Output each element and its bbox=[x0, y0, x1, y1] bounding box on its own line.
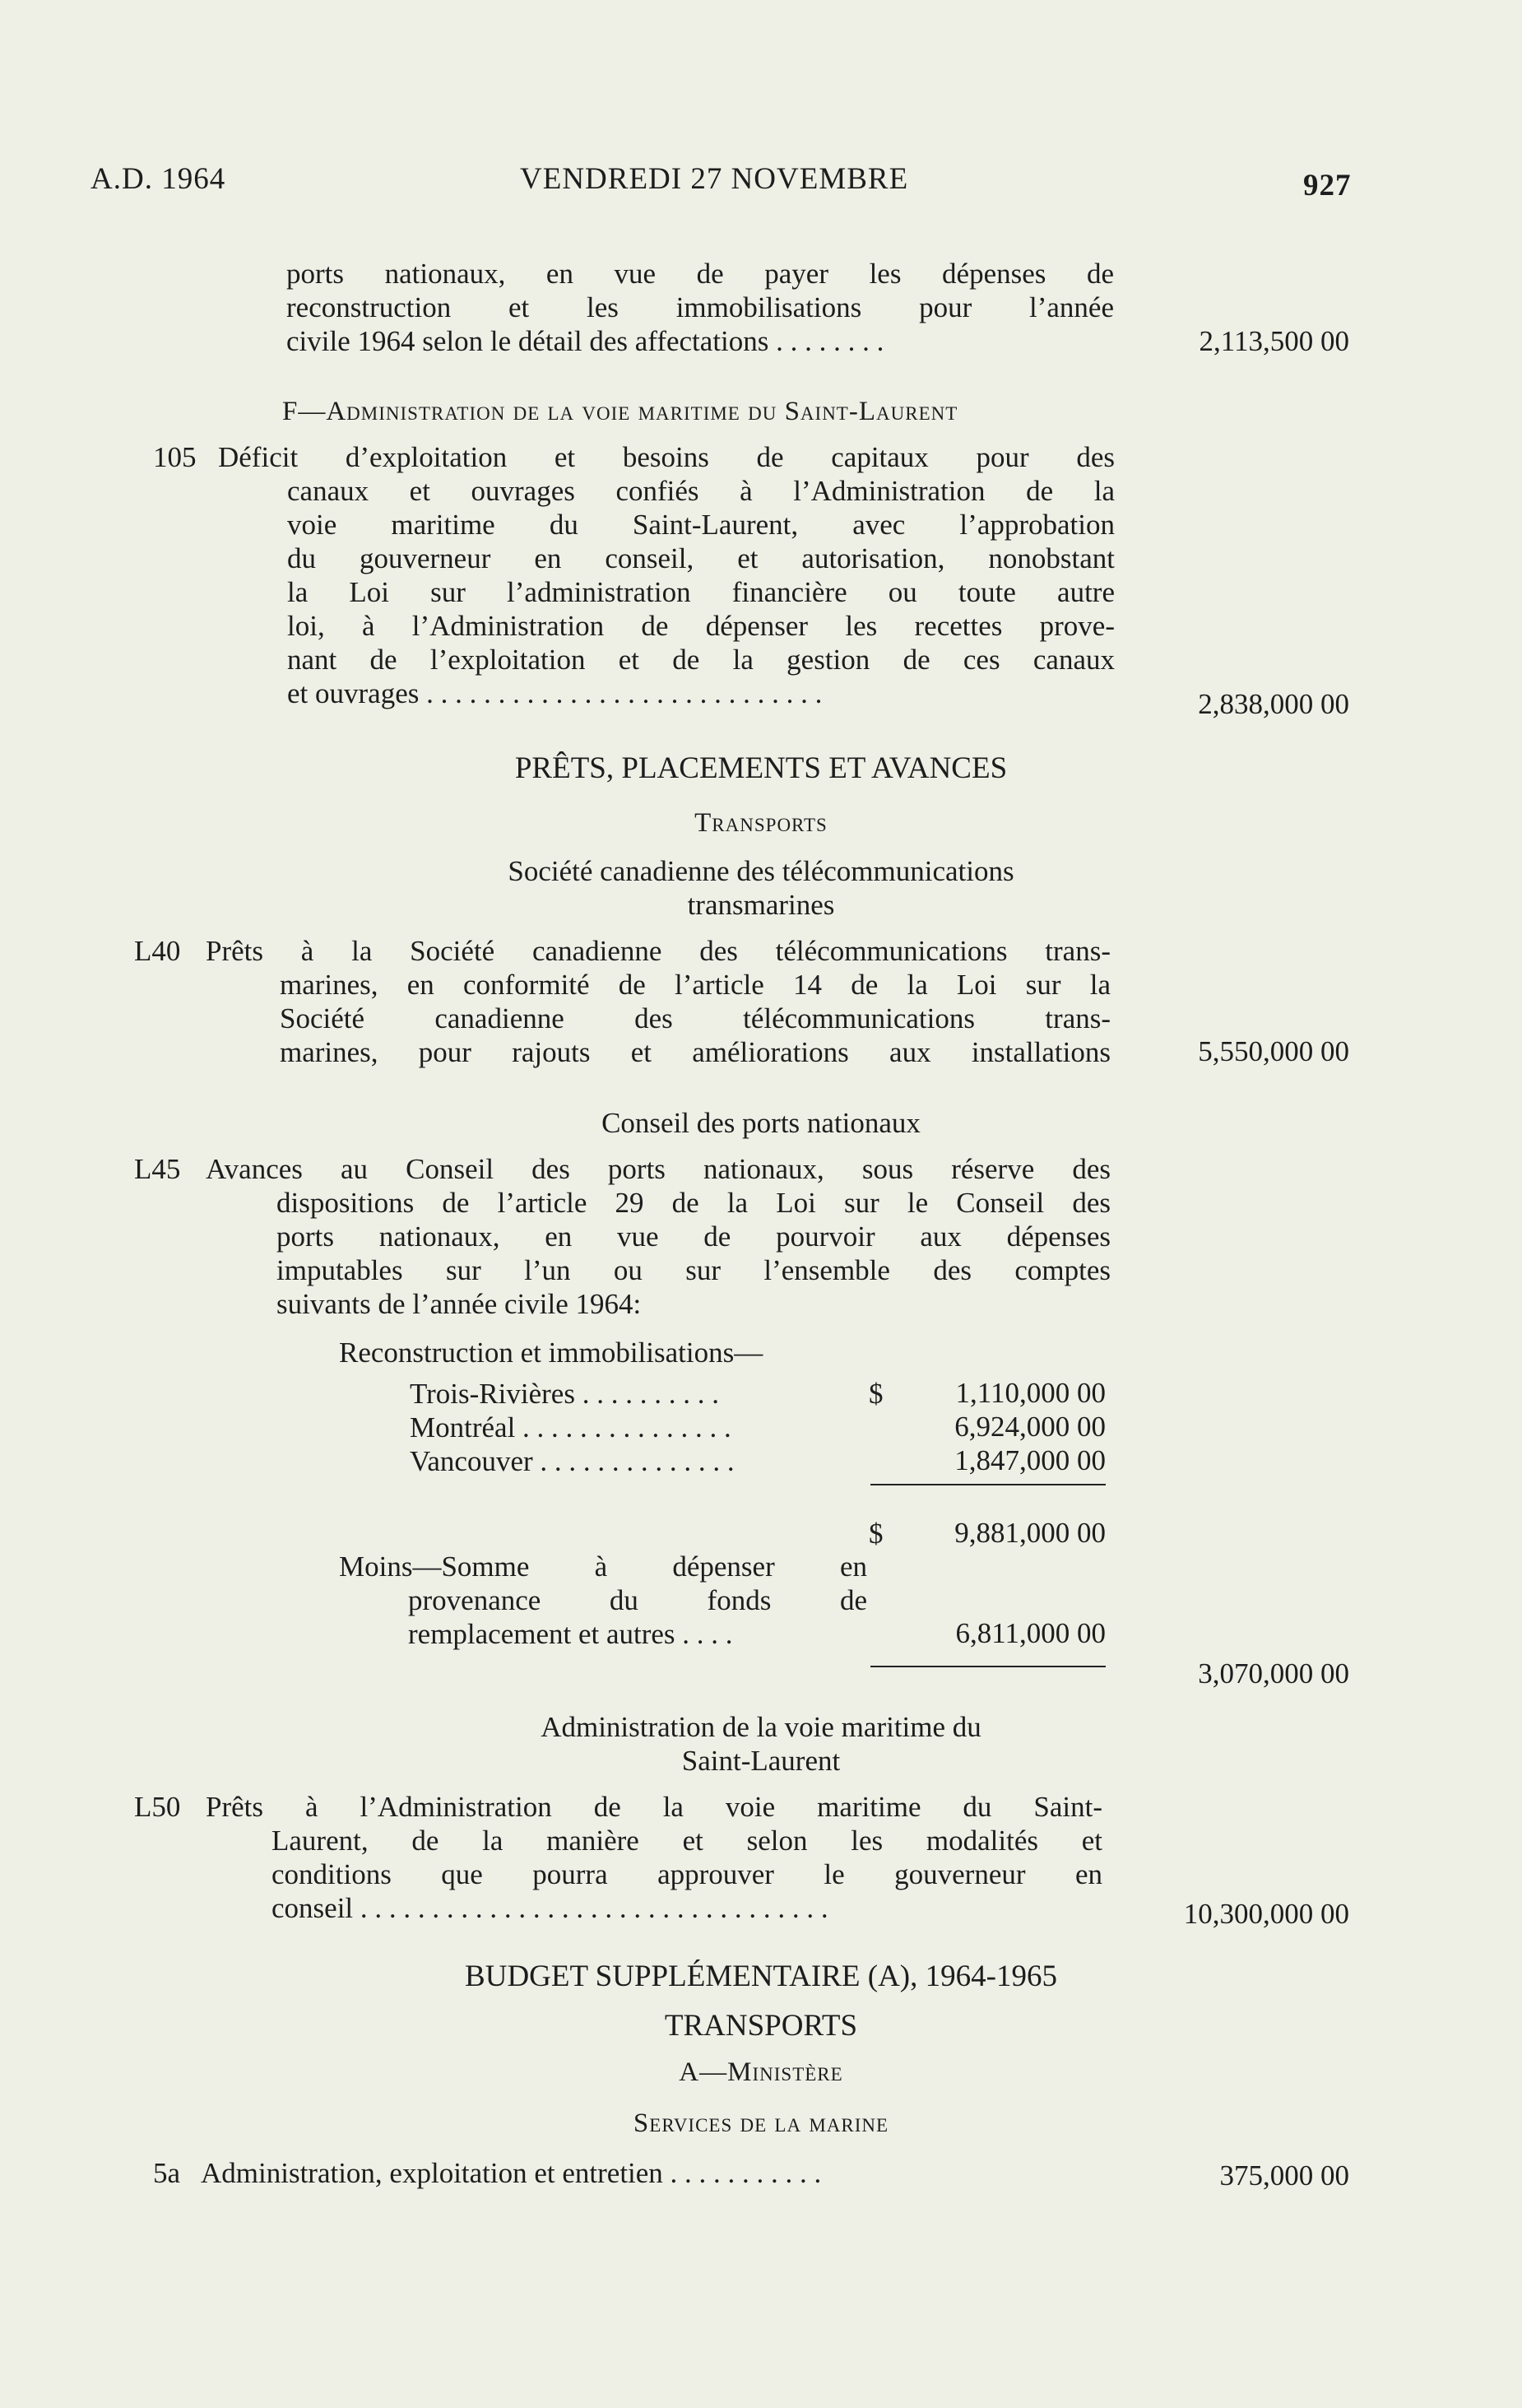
paragraph-item-l50 bbox=[206, 1790, 1102, 1925]
text-line: Saint-Laurent bbox=[681, 1745, 841, 1777]
text-line: ports nationaux, en vue de payer les dépenses de bbox=[286, 258, 1114, 290]
paragraph-item-l40 bbox=[206, 934, 1111, 1069]
text-line: Déficit d’exploitation et besoins de capitaux pour des bbox=[218, 441, 1115, 473]
moins-value: 6,811,000 00 bbox=[955, 1617, 1106, 1649]
subtotal-currency: $ bbox=[869, 1518, 884, 1550]
heading-budget-supplementaire: BUDGET SUPPLÉMENTAIRE (A), 1964-1965 bbox=[465, 1959, 1057, 1993]
item-number-5a: 5a bbox=[153, 2157, 181, 2189]
text-line: nant de l’exploitation et de la gestion de ces canaux bbox=[287, 644, 1115, 676]
page-number: 927 bbox=[1303, 169, 1352, 202]
paragraph-item-105 bbox=[218, 440, 1115, 710]
row-label: Montréal . . . . . . . . . . . . . . . bbox=[410, 1411, 731, 1443]
row-label: Vancouver . . . . . . . . . . . . . . bbox=[410, 1445, 735, 1477]
paragraph-ports-nationaux bbox=[286, 257, 1114, 358]
item-5a-text: Administration, exploitation et entretien . . . . . . . . . . . bbox=[201, 2157, 822, 2189]
text-line: Laurent, de la manière et selon les modalités et bbox=[271, 1825, 1102, 1857]
item-number-l45: L45 bbox=[134, 1153, 181, 1185]
amount-item-l50: 10,300,000 00 bbox=[1183, 1898, 1349, 1930]
text-line: Prêts à la Société canadienne des télécommunications trans- bbox=[206, 935, 1111, 967]
moins-paragraph bbox=[339, 1550, 867, 1651]
amount-item-l40: 5,550,000 00 bbox=[1198, 1035, 1349, 1067]
text-line: marines, pour rajouts et améliorations aux installations bbox=[280, 1036, 1111, 1068]
text-line: provenance du fonds de bbox=[408, 1584, 867, 1616]
text-line: remplacement et autres . . . . bbox=[408, 1618, 733, 1650]
text-line: reconstruction et les immobilisations pour l’année bbox=[286, 291, 1114, 323]
row-value: 1,110,000 00 bbox=[955, 1377, 1106, 1409]
subtotal-rule bbox=[870, 1484, 1106, 1485]
text-line: loi, à l’Administration de dépenser les recettes prove- bbox=[287, 610, 1115, 642]
reconstruction-label: Reconstruction et immobilisations— bbox=[339, 1336, 763, 1369]
text-line: ports nationaux, en vue de pourvoir aux dépenses bbox=[276, 1220, 1111, 1253]
heading-services-marine: Services de la marine bbox=[633, 2108, 889, 2138]
text-line: transmarines bbox=[687, 889, 835, 921]
text-line: suivants de l’année civile 1964: bbox=[276, 1288, 642, 1320]
text-line: et ouvrages . . . . . . . . . . . . . . . . . . . . . . . . . . . . bbox=[287, 677, 823, 709]
text-line: Société canadienne des télécommunications bbox=[508, 855, 1014, 887]
amount-item-105: 2,838,000 00 bbox=[1198, 688, 1349, 720]
text-line: conditions que pourra approuver le gouverneur en bbox=[271, 1858, 1102, 1890]
text-line: dispositions de l’article 29 de la Loi sur le Conseil des bbox=[276, 1187, 1111, 1219]
item-number-l40: L40 bbox=[134, 935, 181, 967]
header-date: VENDREDI 27 NOVEMBRE bbox=[520, 162, 909, 196]
heading-societe bbox=[0, 854, 1522, 922]
row-currency: $ bbox=[869, 1378, 884, 1410]
text-line: imputables sur l’un ou sur l’ensemble des comptes bbox=[276, 1254, 1111, 1286]
text-line: Moins—Somme à dépenser en bbox=[339, 1550, 867, 1583]
amount-item-5a: 375,000 00 bbox=[1219, 2159, 1349, 2192]
heading-ministere: A—Ministère bbox=[679, 2057, 843, 2087]
row-label: Trois-Rivières . . . . . . . . . . bbox=[410, 1378, 719, 1410]
text-line: Prêts à l’Administration de la voie maritime du Saint- bbox=[206, 1791, 1102, 1823]
text-line: la Loi sur l’administration financière ou toute autre bbox=[287, 576, 1115, 608]
heading-admin-voie-maritime bbox=[0, 1710, 1522, 1778]
text-line: Avances au Conseil des ports nationaux, sous réserve des bbox=[206, 1153, 1111, 1185]
heading-transports: TRANSPORTS bbox=[664, 2009, 858, 2043]
text-line: conseil . . . . . . . . . . . . . . . . . . . . . . . . . . . . . . . . . bbox=[271, 1892, 828, 1924]
header-year: A.D. 1964 bbox=[90, 162, 226, 196]
heading-conseil: Conseil des ports nationaux bbox=[601, 1107, 921, 1139]
text-line: voie maritime du Saint-Laurent, avec l’approbation bbox=[287, 509, 1115, 541]
text-line: Administration de la voie maritime du bbox=[541, 1711, 981, 1743]
item-number-l50: L50 bbox=[134, 1791, 181, 1823]
text-line: Société canadienne des télécommunications trans- bbox=[280, 1002, 1111, 1034]
moins-rule bbox=[870, 1666, 1106, 1667]
amount-item-l45: 3,070,000 00 bbox=[1198, 1657, 1349, 1690]
subheading-transports: Transports bbox=[694, 808, 828, 838]
row-value: 1,847,000 00 bbox=[954, 1444, 1106, 1476]
amount-block1: 2,113,500 00 bbox=[1199, 325, 1349, 357]
text-line: marines, en conformité de l’article 14 de la Loi sur la bbox=[280, 969, 1111, 1001]
text-line: du gouverneur en conseil, et autorisation, nonobstant bbox=[287, 542, 1115, 574]
section-heading-f: F—Administration de la voie maritime du Saint-Laurent bbox=[282, 397, 958, 426]
item-number-105: 105 bbox=[153, 441, 197, 473]
heading-prets: PRÊTS, PLACEMENTS ET AVANCES bbox=[514, 751, 1008, 785]
subtotal-value: 9,881,000 00 bbox=[954, 1517, 1106, 1549]
text-line: canaux et ouvrages confiés à l’Administration de la bbox=[287, 475, 1115, 507]
text-line: civile 1964 selon le détail des affectations . . . . . . . . bbox=[286, 325, 884, 357]
paragraph-item-l45 bbox=[206, 1152, 1111, 1321]
row-value: 6,924,000 00 bbox=[954, 1411, 1106, 1443]
